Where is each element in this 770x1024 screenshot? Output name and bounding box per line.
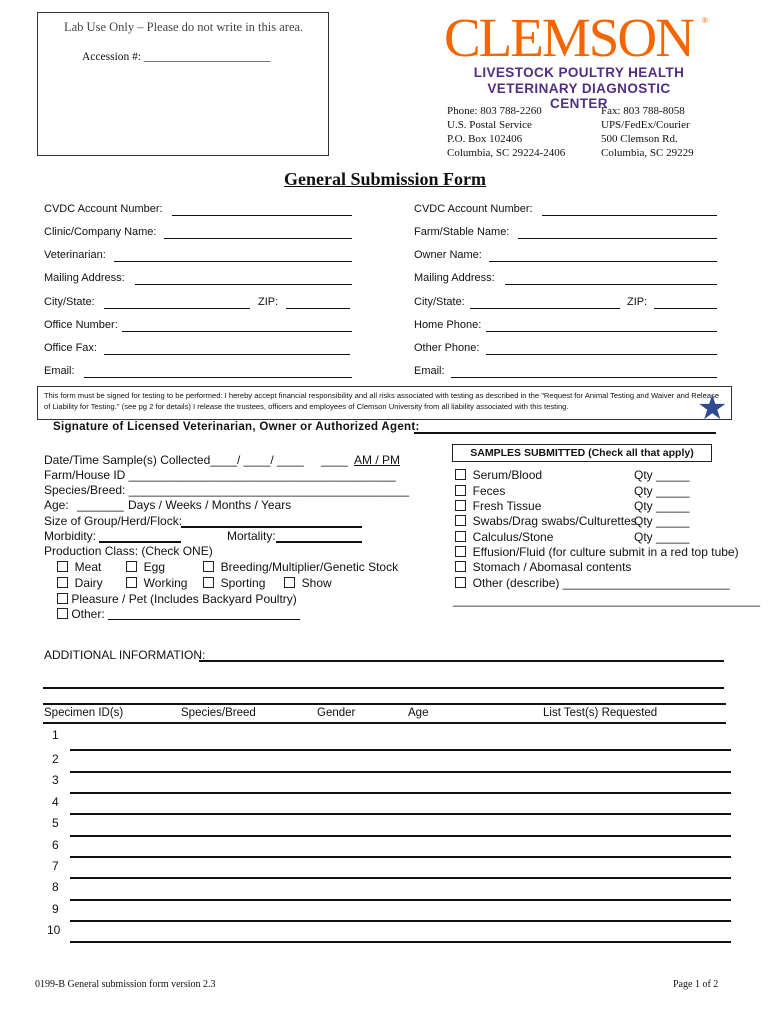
farm-house-id-field: Farm/House ID ________________________________________: [44, 468, 396, 482]
checkbox[interactable]: [455, 577, 466, 588]
col-header-age: Age: [408, 707, 429, 719]
sample-other[interactable]: [455, 576, 730, 590]
accession-field: Accession #: ______________________: [82, 51, 271, 63]
sample-label: Fresh Tissue: [472, 499, 542, 513]
sample-label: Calculus/Stone: [472, 530, 554, 544]
species-breed-field: Species/Breed: __________________________________________: [44, 483, 410, 497]
age-units: Days / Weeks / Months / Years: [128, 498, 292, 512]
right-zip-label: ZIP:: [627, 296, 648, 308]
group-size-label: Size of Group/Herd/Flock:: [44, 514, 183, 528]
class-sporting[interactable]: [203, 576, 265, 590]
owner-name-input[interactable]: [489, 261, 717, 262]
vet-zip-input[interactable]: [286, 308, 350, 309]
left-field-label: CVDC Account Number:: [44, 203, 163, 215]
checkbox[interactable]: [455, 546, 466, 557]
owner-mailing-input[interactable]: [505, 284, 717, 285]
left-field-label: Email:: [44, 365, 75, 377]
additional-info-label: ADDITIONAL INFORMATION:: [44, 648, 206, 662]
class-label: Breeding/Multiplier/Genetic Stock: [220, 560, 399, 574]
checkbox[interactable]: [57, 577, 68, 588]
table-row[interactable]: [70, 920, 731, 922]
class-label: Pleasure / Pet (Includes Backyard Poultry): [71, 592, 297, 606]
production-class-label: Production Class: (Check ONE): [44, 544, 213, 558]
sample-effusion[interactable]: [455, 545, 739, 559]
col-header-tests: List Test(s) Requested: [543, 707, 658, 719]
right-field-label: CVDC Account Number:: [414, 203, 533, 215]
right-field-label: Farm/Stable Name:: [414, 226, 510, 238]
star-icon: ★: [697, 389, 728, 427]
col-header-specimen: Specimen ID(s): [44, 707, 124, 719]
left-field-label: Mailing Address:: [44, 272, 125, 284]
right-field-label: Home Phone:: [414, 319, 482, 331]
class-breeding[interactable]: [203, 560, 398, 574]
owner-account-input[interactable]: [542, 215, 717, 216]
phone-number: Phone: 803 788-2260: [447, 105, 542, 117]
table-row[interactable]: [70, 813, 731, 815]
left-field-label: Office Fax:: [44, 342, 97, 354]
row-number: 9: [52, 902, 59, 916]
courier-city: Columbia, SC 29229: [601, 147, 694, 159]
additional-info-line[interactable]: [43, 687, 724, 689]
page-number: Page 1 of 2: [673, 979, 719, 990]
left-field-label: City/State:: [44, 296, 95, 308]
sample-label: Serum/Blood: [472, 468, 543, 482]
col-header-gender: Gender: [317, 707, 356, 719]
street-address: 500 Clemson Rd.: [601, 133, 678, 145]
row-number: 8: [52, 880, 59, 894]
owner-zip-input[interactable]: [654, 308, 717, 309]
logo-wordmark: CLEMSON: [444, 7, 693, 68]
collected-time-field: ____: [321, 453, 348, 467]
sample-label: Feces: [472, 484, 506, 498]
sample-feces[interactable]: [455, 484, 505, 498]
row-number: 7: [52, 859, 59, 873]
checkbox[interactable]: [284, 577, 295, 588]
sample-label: Other (describe) _________________________: [472, 576, 730, 590]
class-label: Working: [143, 576, 188, 590]
mortality-input[interactable]: [276, 541, 362, 543]
table-row[interactable]: [70, 835, 731, 837]
checkbox[interactable]: [203, 561, 214, 572]
left-zip-label: ZIP:: [258, 296, 279, 308]
vet-city-input[interactable]: [104, 308, 250, 309]
class-other[interactable]: [57, 607, 105, 621]
right-field-label: Mailing Address:: [414, 272, 495, 284]
sample-calculus[interactable]: [455, 530, 553, 544]
postal-city: Columbia, SC 29224-2406: [447, 147, 566, 159]
fax-number: Fax: 803 788-8058: [601, 105, 685, 117]
signature-label: Signature of Licensed Veterinarian, Owner or Authorized Agent:: [53, 421, 420, 433]
postal-label: U.S. Postal Service: [447, 119, 532, 131]
courier-label: UPS/FedEx/Courier: [601, 119, 690, 131]
office-number-input[interactable]: [122, 331, 352, 332]
class-label: Egg: [143, 560, 166, 574]
vet-account-input[interactable]: [172, 215, 352, 216]
checkbox[interactable]: [57, 561, 68, 572]
mortality-label: Mortality:: [227, 529, 276, 543]
class-other-input[interactable]: [108, 619, 300, 620]
left-field-label: Clinic/Company Name:: [44, 226, 157, 238]
table-header-rule: [43, 722, 726, 724]
checkbox[interactable]: [455, 485, 466, 496]
table-row[interactable]: [70, 792, 731, 794]
class-label: Sporting: [220, 576, 266, 590]
right-field-label: Other Phone:: [414, 342, 480, 354]
class-label: Dairy: [74, 576, 103, 590]
additional-info-input[interactable]: [199, 660, 724, 662]
clinic-name-input[interactable]: [164, 238, 352, 239]
row-number: 5: [52, 816, 59, 830]
sample-label: Effusion/Fluid (for culture submit in a red top tube): [472, 545, 739, 559]
sample-stomach[interactable]: [455, 560, 631, 574]
checkbox[interactable]: [455, 469, 466, 480]
qty-field[interactable]: Qty _____: [634, 514, 690, 528]
am-pm-option[interactable]: AM / PM: [354, 453, 401, 467]
row-number: 2: [52, 752, 59, 766]
age-input[interactable]: _______: [77, 498, 124, 512]
sample-serum[interactable]: [455, 468, 542, 482]
class-pleasure-pet[interactable]: [57, 592, 297, 606]
home-phone-input[interactable]: [486, 331, 717, 332]
checkbox[interactable]: [126, 577, 137, 588]
vet-mailing-input[interactable]: [135, 284, 352, 285]
table-row[interactable]: [70, 749, 731, 751]
class-meat[interactable]: [57, 560, 101, 574]
veterinarian-input[interactable]: [114, 261, 352, 262]
qty-field[interactable]: Qty _____: [634, 468, 690, 482]
table-row[interactable]: [70, 877, 731, 879]
row-number: 4: [52, 795, 59, 809]
liability-notice: This form must be signed for testing to be performed: I hereby accept financial responsibility and all risks associated with testing as described in the "Request for Animal Testing and Waiver and Release of Liability for Testing." (see pg 2 for details) I release the trustees, officers and employees of Clemson University from all liability associated with this testing.: [37, 386, 732, 420]
class-dairy[interactable]: [57, 576, 103, 590]
checkbox[interactable]: [455, 531, 466, 542]
sample-label: Swabs/Drag swabs/Culturettes: [472, 514, 637, 528]
class-label: Show: [301, 576, 332, 590]
class-label: Other:: [71, 607, 105, 621]
checkbox[interactable]: [203, 577, 214, 588]
registered-mark: ®: [702, 16, 708, 25]
table-row[interactable]: [70, 856, 731, 858]
postal-contact: [447, 104, 565, 160]
checkbox[interactable]: [57, 608, 68, 619]
table-row[interactable]: [70, 899, 731, 901]
form-version: 0199-B General submission form version 2.3: [35, 979, 216, 990]
table-row[interactable]: [70, 771, 731, 773]
right-field-label: Owner Name:: [414, 249, 482, 261]
checkbox[interactable]: [126, 561, 137, 572]
class-label: Meat: [74, 560, 102, 574]
col-header-species: Species/Breed: [181, 707, 256, 719]
left-field-label: Veterinarian:: [44, 249, 106, 261]
logo-line1: LIVESTOCK POULTRY HEALTH: [473, 65, 685, 80]
group-size-input[interactable]: [181, 526, 362, 528]
qty-field[interactable]: Qty _____: [634, 530, 690, 544]
samples-extra-line[interactable]: ______________________________________________: [453, 593, 760, 607]
checkbox[interactable]: [455, 515, 466, 526]
row-number: 10: [47, 923, 61, 937]
table-row[interactable]: [70, 941, 731, 943]
samples-heading: SAMPLES SUBMITTED (Check all that apply): [452, 444, 712, 462]
checkbox[interactable]: [57, 593, 68, 604]
row-number: 3: [52, 773, 59, 787]
signature-input[interactable]: [414, 432, 716, 434]
collected-date-field: Date/Time Sample(s) Collected____/ ____/ ____: [44, 453, 304, 467]
qty-field[interactable]: Qty _____: [634, 484, 690, 498]
sample-fresh-tissue[interactable]: [455, 499, 541, 513]
right-field-label: City/State:: [414, 296, 465, 308]
sample-label: Stomach / Abomasal contents: [472, 560, 632, 574]
lab-use-box: [37, 12, 329, 156]
lab-use-heading: Lab Use Only – Please do not write in this area.: [64, 20, 304, 34]
form-title: General Submission Form: [283, 169, 486, 189]
qty-field[interactable]: Qty _____: [634, 499, 690, 513]
morbidity-label: Morbidity:: [44, 529, 97, 543]
class-egg[interactable]: [126, 560, 165, 574]
logo-line2: VETERINARY DIAGNOSTIC CENTER: [487, 81, 671, 111]
morbidity-input[interactable]: [99, 541, 181, 543]
right-field-label: Email:: [414, 365, 445, 377]
office-fax-input[interactable]: [104, 354, 350, 355]
class-working[interactable]: [126, 576, 187, 590]
owner-city-input[interactable]: [470, 308, 620, 309]
row-number: 1: [52, 728, 59, 742]
left-field-label: Office Number:: [44, 319, 118, 331]
checkbox[interactable]: [455, 500, 466, 511]
class-show[interactable]: [284, 576, 332, 590]
other-phone-input[interactable]: [486, 354, 717, 355]
owner-email-input[interactable]: [451, 377, 717, 378]
farm-name-input[interactable]: [518, 238, 717, 239]
vet-email-input[interactable]: [84, 377, 352, 378]
po-box: P.O. Box 102406: [447, 133, 523, 145]
table-top-rule: [43, 703, 726, 705]
courier-contact: [601, 104, 694, 160]
age-label: Age:: [44, 498, 69, 512]
sample-swabs[interactable]: [455, 514, 637, 528]
checkbox[interactable]: [455, 561, 466, 572]
row-number: 6: [52, 838, 59, 852]
